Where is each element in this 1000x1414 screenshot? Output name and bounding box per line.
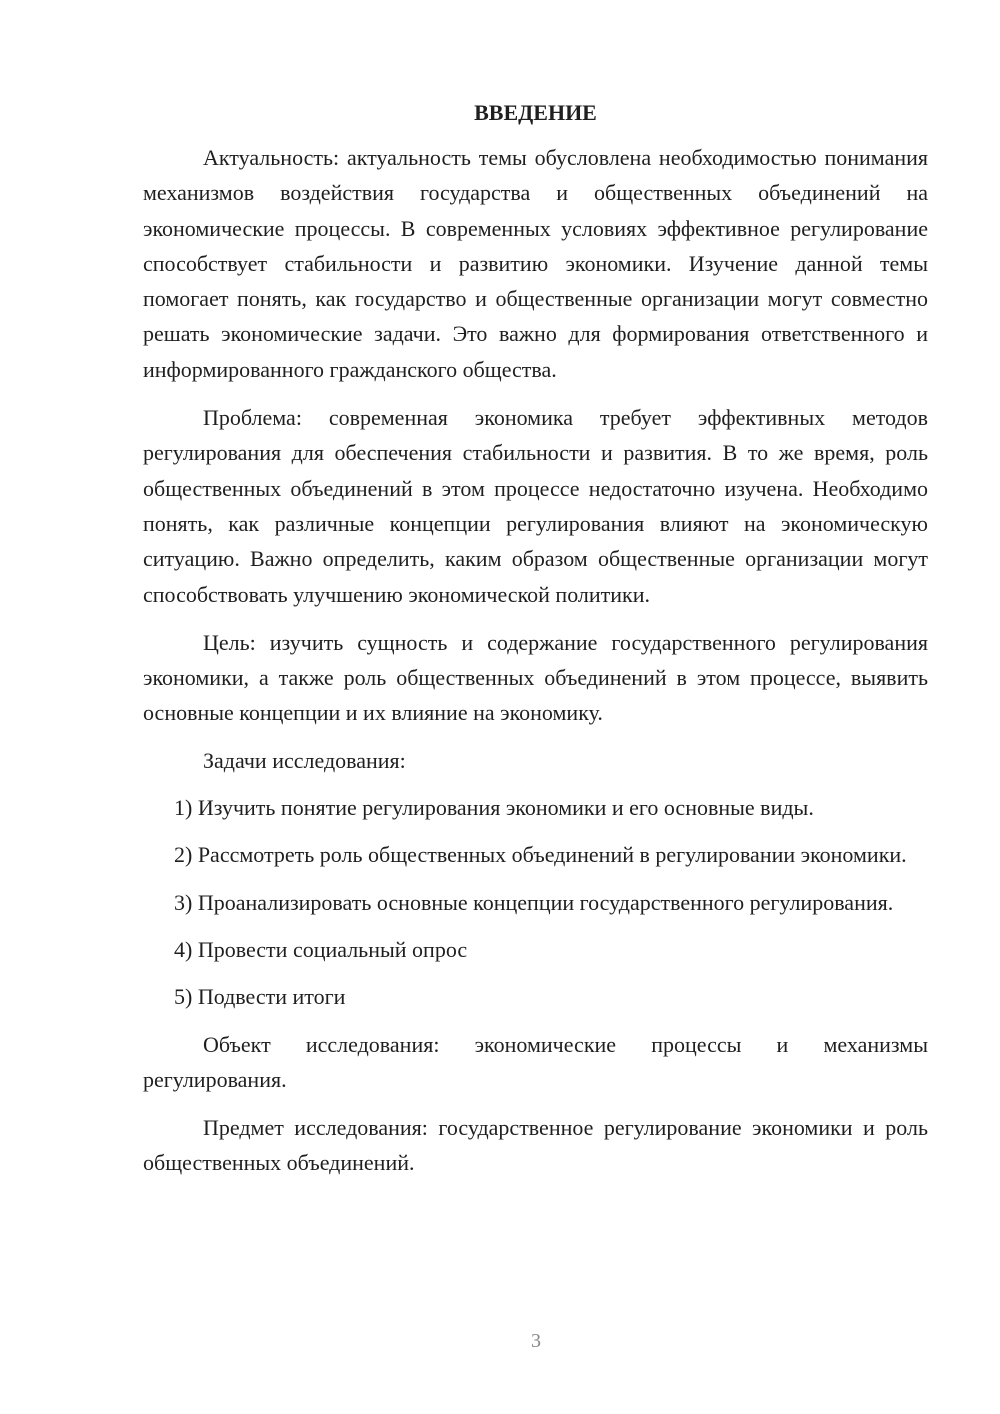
goal-paragraph: Цель: изучить сущность и содержание государственного регулирования экономики, а также роль общественных объединений в этом процессе, выявить основные концепции и их влияние на экономику. xyxy=(143,629,928,726)
task-item: 5) Подвести итоги xyxy=(174,984,346,1010)
object-paragraph: Объект исследования: экономические процессы и механизмы регулирования. xyxy=(143,1031,928,1092)
task-item: 1) Изучить понятие регулирования экономики и его основные виды. xyxy=(174,795,814,821)
task-item: 3) Проанализировать основные концепции государственного регулирования. xyxy=(174,889,894,915)
page-content xyxy=(143,95,928,1181)
task-item: 4) Провести социальный опрос xyxy=(174,936,468,962)
relevance-paragraph: Актуальность: актуальность темы обусловлена необходимостью понимания механизмов воздействия государства и общественных объединений на экономические процессы. В современных условиях эффективное регулирование способствует стабильности и развитию экономики. Изучение данной темы помогает понять, как государство и общественные организации могут совместно решать экономические задачи. Это важно для формирования ответственного и информированного гражданского общества. xyxy=(143,145,928,382)
problem-paragraph: Проблема: современная экономика требует эффективных методов регулирования для обеспечения стабильности и развития. В то же время, роль общественных объединений в этом процессе недостаточно изучена. Необходимо понять, как различные концепции регулирования влияют на экономическую ситуацию. Важно определить, каким образом общественные организации могут способствовать улучшению экономической политики. xyxy=(143,405,928,607)
page-number: 3 xyxy=(531,1330,541,1352)
task-item: 2) Рассмотреть роль общественных объединений в регулировании экономики. xyxy=(174,842,907,868)
subject-paragraph: Предмет исследования: государственное регулирование экономики и роль общественных объединений. xyxy=(143,1115,928,1176)
tasks-title: Задачи исследования: xyxy=(203,747,406,773)
section-heading: ВВЕДЕНИЕ xyxy=(474,100,597,125)
